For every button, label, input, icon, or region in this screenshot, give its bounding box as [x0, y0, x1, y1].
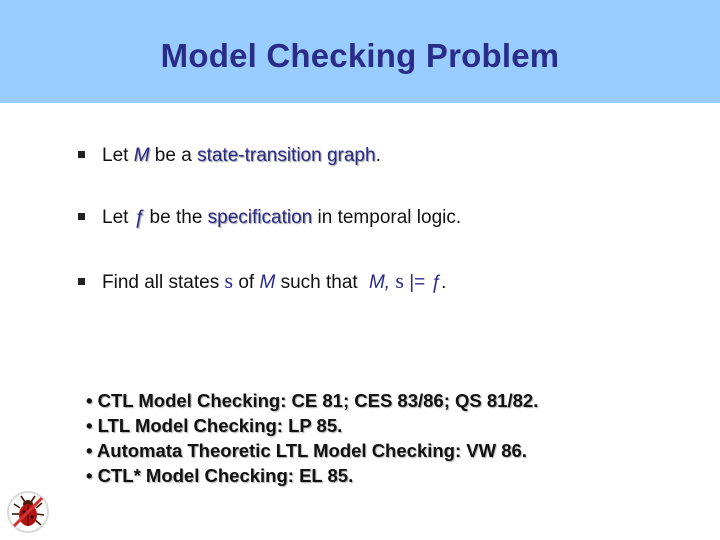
reference-item: • CTL Model Checking: CE 81; CES 83/86; QS 81/82.	[86, 390, 539, 411]
bullet-state-graph	[78, 144, 381, 168]
bullet-marker-icon	[78, 278, 85, 285]
term-specification: specification	[207, 207, 313, 228]
bullet-specification	[78, 206, 461, 230]
bullet-text: such that	[275, 272, 363, 293]
formula-models: |=	[403, 272, 431, 293]
bullet-text: .	[375, 145, 381, 166]
bullet-text: Find all states	[102, 272, 225, 293]
bullet-text: Let	[102, 145, 134, 166]
slide-title: Model Checking Problem	[160, 36, 560, 74]
reference-item: • LTL Model Checking: LP 85.	[86, 415, 343, 436]
no-bug-icon	[6, 490, 50, 534]
bullet-text: be the	[144, 207, 208, 228]
bullet-find-states	[78, 269, 446, 295]
reference-item: • CTL* Model Checking: EL 85.	[86, 465, 354, 486]
variable-m: M	[259, 272, 276, 293]
bullet-text: Let	[102, 207, 134, 228]
formula-s: s	[395, 268, 404, 293]
bullet-marker-icon	[78, 213, 85, 220]
formula-m: M,	[368, 272, 396, 293]
bullet-text: of	[233, 272, 260, 293]
bullet-text: in temporal logic.	[312, 207, 462, 228]
bullet-text: be a	[149, 145, 198, 166]
reference-item: • Automata Theoretic LTL Model Checking: VW 86.	[86, 440, 527, 461]
formula-f: ƒ	[430, 272, 442, 293]
variable-s: s	[224, 268, 234, 293]
variable-f: ƒ	[133, 207, 145, 228]
bullet-text: .	[441, 272, 447, 293]
variable-m: M	[133, 145, 150, 166]
bullet-marker-icon	[78, 151, 85, 158]
reference-list	[86, 388, 538, 488]
term-state-transition-graph: state-transition graph	[197, 145, 376, 166]
title-bar	[0, 0, 720, 103]
